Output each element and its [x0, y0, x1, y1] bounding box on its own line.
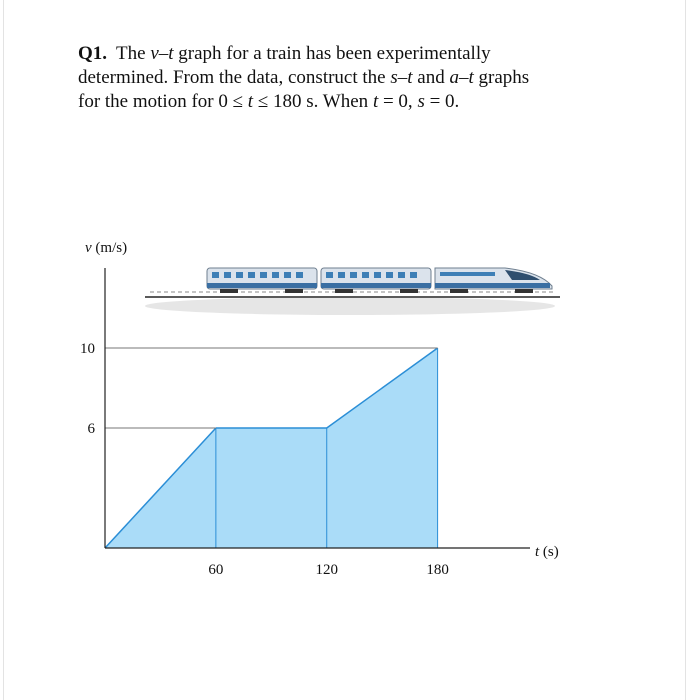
y-axis-symbol: v — [85, 240, 92, 256]
train-illustration — [145, 268, 560, 315]
question-label: Q1. — [78, 43, 108, 64]
question-text-part: – — [397, 67, 408, 88]
velocity-symbol: v — [150, 43, 159, 64]
x-axis-symbol: t — [535, 544, 540, 560]
velocity-area — [105, 348, 438, 548]
x-tick-label: 120 — [315, 562, 338, 578]
question-text-part: The — [116, 43, 151, 64]
question-text-part: = 0. — [424, 91, 460, 112]
question-text-part: = 0, — [378, 91, 418, 112]
x-tick-label: 60 — [208, 562, 224, 578]
y-axis-label — [85, 240, 127, 256]
question-text-part: graphs — [473, 67, 530, 88]
question-text-part: ≤ 180 s. When — [253, 91, 373, 112]
question-text-part: and — [412, 67, 450, 88]
question-text-part: for the motion for 0 ≤ — [78, 91, 248, 112]
x-axis-unit: (s) — [542, 544, 559, 560]
question-text-part: – — [458, 67, 469, 88]
position-symbol: s — [390, 67, 398, 88]
y-tick-label: 6 — [87, 421, 95, 437]
position-symbol: s — [417, 91, 425, 112]
question-text-part: determined. From the data, construct the — [78, 67, 391, 88]
x-tick-label: 180 — [426, 562, 449, 578]
time-symbol: t — [407, 67, 413, 88]
time-symbol: t — [168, 43, 174, 64]
acceleration-symbol: a — [449, 67, 459, 88]
chart-area — [105, 348, 438, 548]
question-text-part: graph for a train has been experimentally — [173, 43, 491, 64]
question-text-part: – — [158, 43, 169, 64]
y-axis-unit: (m/s) — [95, 240, 128, 256]
time-symbol: t — [372, 91, 379, 112]
time-symbol: t — [247, 91, 254, 112]
time-symbol: t — [468, 67, 474, 88]
x-axis-label — [535, 544, 559, 560]
y-tick-label: 10 — [80, 341, 95, 357]
